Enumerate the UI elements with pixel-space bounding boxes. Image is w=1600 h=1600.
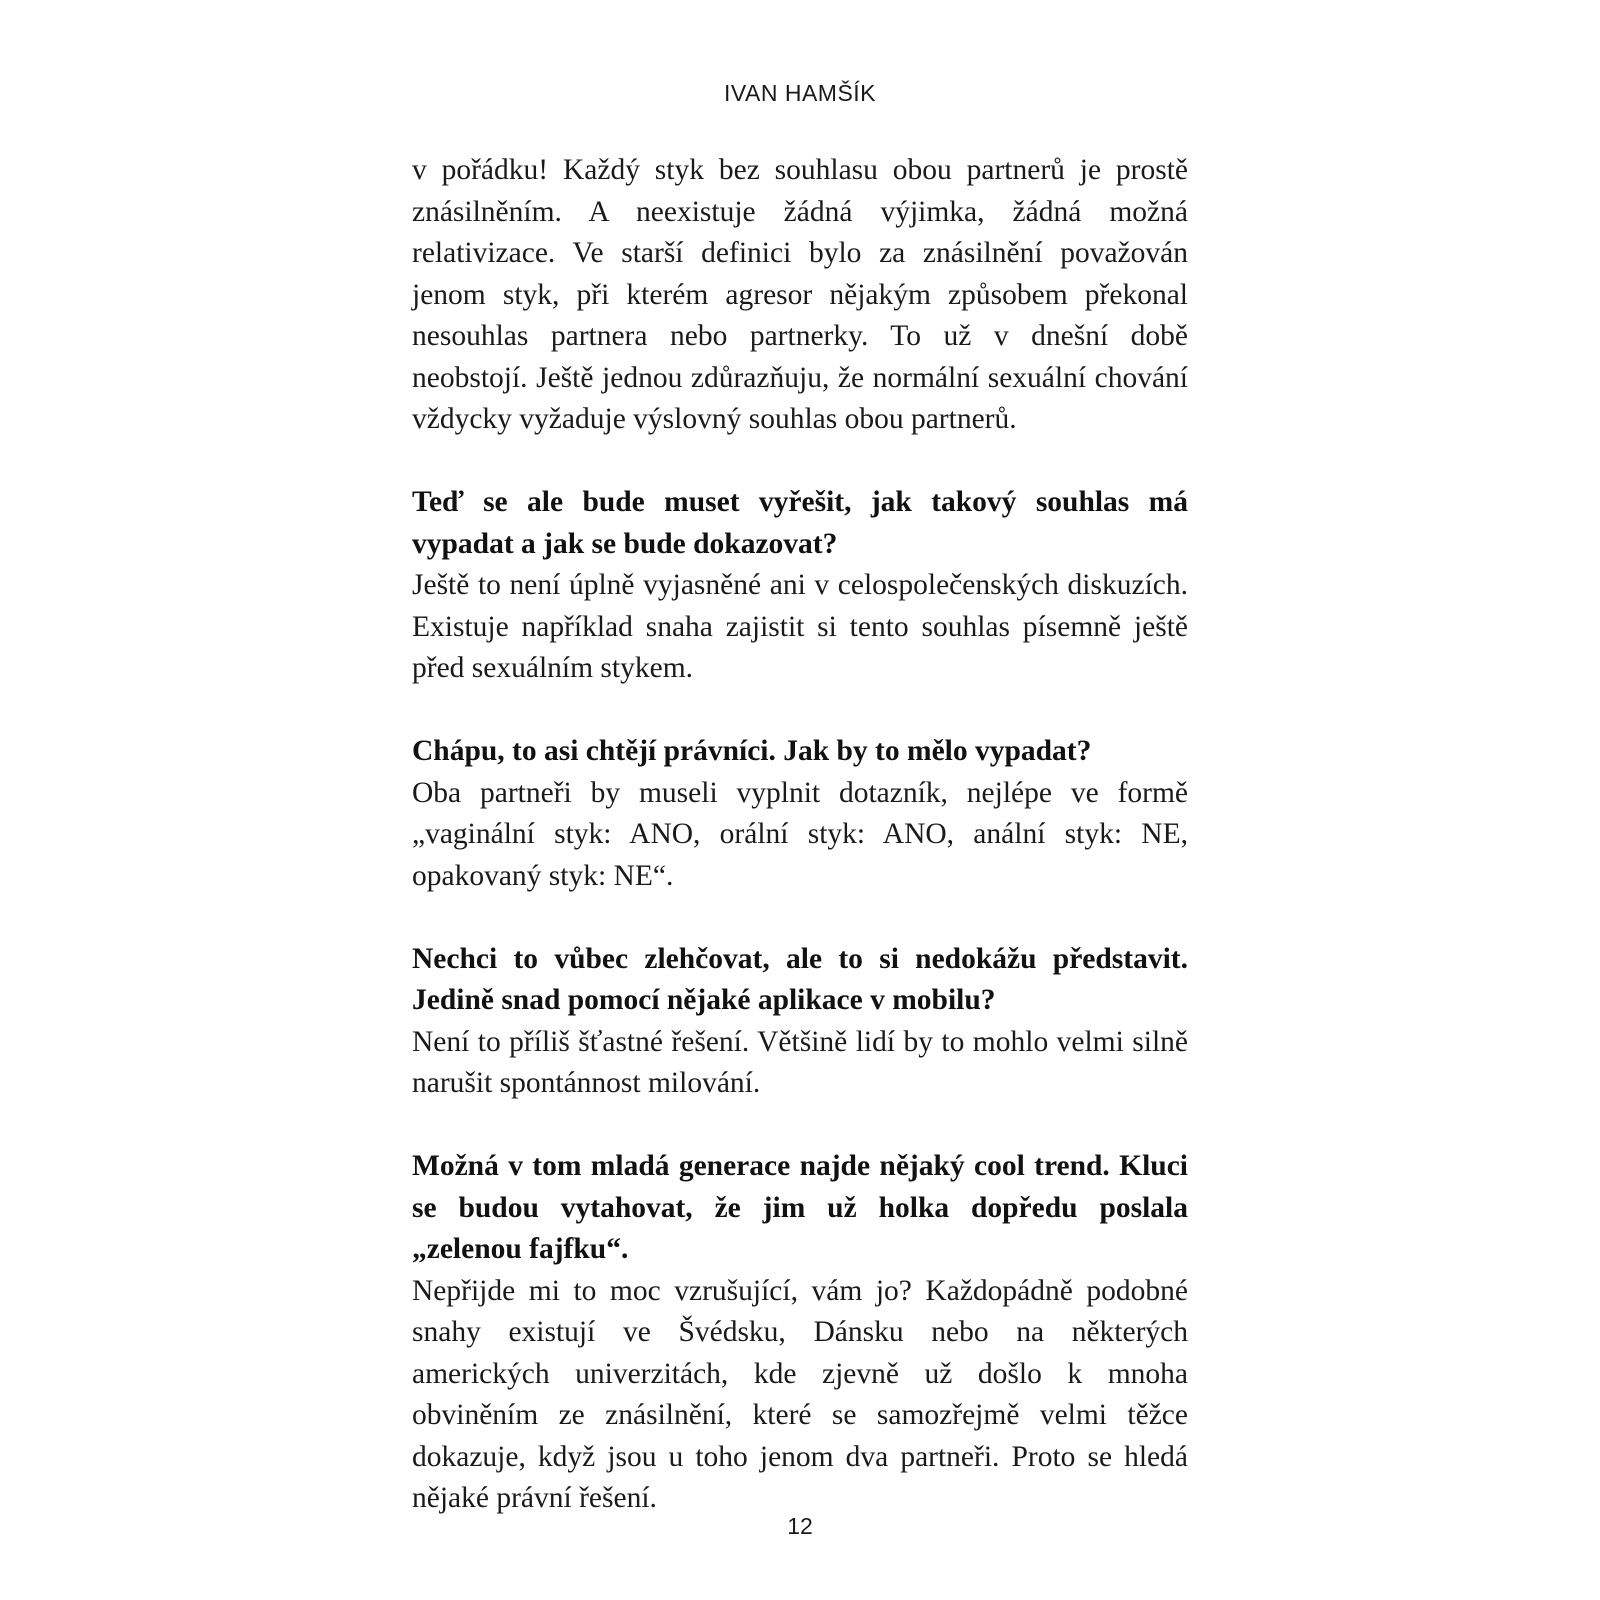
- paragraph-spacer: [412, 690, 1188, 732]
- interview-question-2: Chápu, to asi chtějí právníci. Jak by to mělo vypadat?: [412, 735, 1092, 767]
- paragraph-spacer: [412, 1105, 1188, 1147]
- interview-question-3: Nechci to vůbec zlehčovat, ale to si nedokážu představit. Jedině snad pomocí nějaké aplikace v mobilu?: [412, 942, 1188, 1016]
- interview-answer-3: Není to příliš šťastné řešení. Většině lidí by to mohlo velmi silně narušit spontánnost milování.: [412, 1025, 1188, 1099]
- interview-answer-4: Nepřijde mi to moc vzrušující, vám jo? Každopádně podobné snahy existují ve Švédsku, Dánsku nebo na některých amerických univerzitách, kde zjevně už došlo k mnoha obviněním ze znásilnění, které se samozřejmě velmi těžce dokazuje, když jsou u toho jenom dva partneři. Proto se hledá nějaké právní řešení.: [412, 1274, 1188, 1514]
- interview-answer-2: Oba partneři by museli vyplnit dotazník, nejlépe ve formě „vaginální styk: ANO, orální styk: ANO, anální styk: NE, opakovaný styk: NE“.: [412, 776, 1188, 892]
- body-text: [412, 150, 1188, 1520]
- paragraph-spacer: [412, 897, 1188, 939]
- opening-paragraph: v pořádku! Každý styk bez souhlasu obou partnerů je prostě znásilněním. A neexistuje žádná výjimka, žádná možná relativizace. Ve starší definici bylo za znásilnění považován jenom styk, při kterém agresor nějakým způsobem překonal nesouhlas partnera nebo partnerky. To už v dnešní době neobstojí. Ještě jednou zdůrazňuju, že normální sexuální chování vždycky vyžaduje výslovný souhlas obou partnerů.: [412, 154, 1188, 435]
- paragraph-spacer: [412, 441, 1188, 483]
- running-header-author: IVAN HAMŠÍK: [723, 80, 877, 106]
- page-number: 12: [787, 1513, 813, 1539]
- interview-answer-1: Ještě to není úplně vyjasněné ani v celospolečenských diskuzích. Existuje například snaha zajistit si tento souhlas písemně ještě před sexuálním stykem.: [412, 569, 1188, 684]
- interview-question-4: Možná v tom mladá generace najde nějaký cool trend. Kluci se budou vytahovat, že jim už holka dopředu poslala „zelenou fajfku“.: [412, 1150, 1188, 1265]
- interview-question-1: Teď se ale bude muset vyřešit, jak takový souhlas má vypadat a jak se bude dokazovat?: [412, 486, 1188, 560]
